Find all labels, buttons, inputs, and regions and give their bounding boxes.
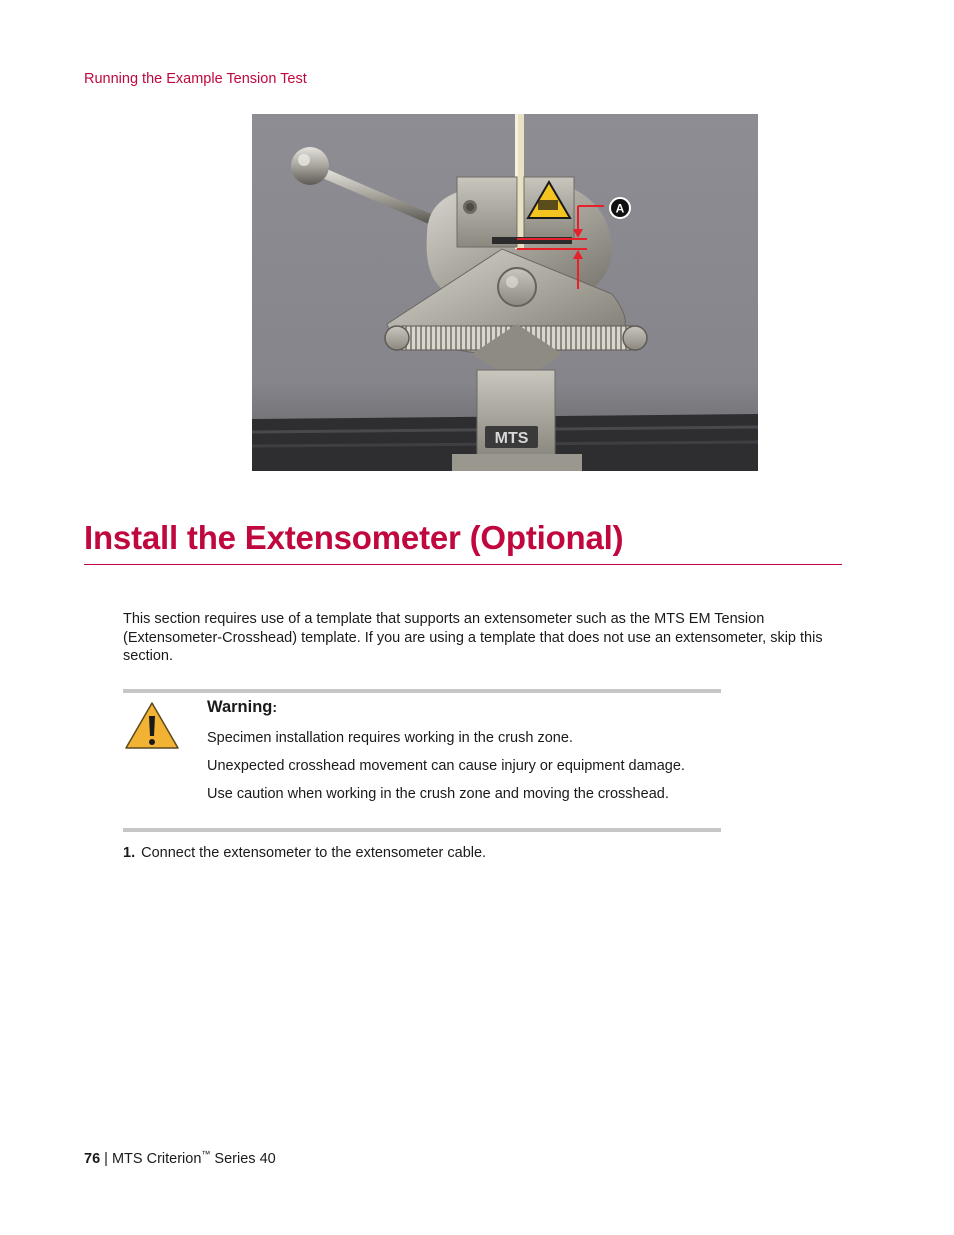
section-title: Install the Extensometer (Optional) (84, 519, 624, 556)
warning-title: Warning: (207, 698, 278, 716)
running-head: Running the Example Tension Test (84, 71, 307, 87)
warning-triangle-icon (123, 700, 181, 757)
warning-top-rule (123, 689, 721, 693)
warning-line-2: Unexpected crosshead movement can cause injury or equipment damage. (207, 758, 685, 774)
step-1 (123, 845, 486, 861)
grip-photo (252, 114, 758, 471)
step-text: Connect the extensometer to the extensometer cable. (141, 845, 487, 861)
intro-paragraph: This section requires use of a template that supports an extensometer such as the MTS EM Tension (Extensometer-Crosshead) template. If you are using a template that does not use an extensometer, skip this section. (123, 611, 823, 665)
warning-line-3: Use caution when working in the crush zone and moving the crosshead. (207, 786, 669, 802)
step-number: 1. (123, 845, 136, 861)
mts-logo: MTS (494, 430, 529, 447)
title-rule (84, 564, 842, 565)
warning-bottom-rule (123, 828, 721, 832)
warning-line-1: Specimen installation requires working in the crush zone. (207, 730, 573, 746)
product-name: MTS Criterion (111, 1150, 202, 1167)
page-footer: 76 | MTS Criterion™ Series 40 (84, 1149, 276, 1167)
page-number: 76 (84, 1150, 101, 1167)
callout-a-label: A (615, 201, 625, 216)
